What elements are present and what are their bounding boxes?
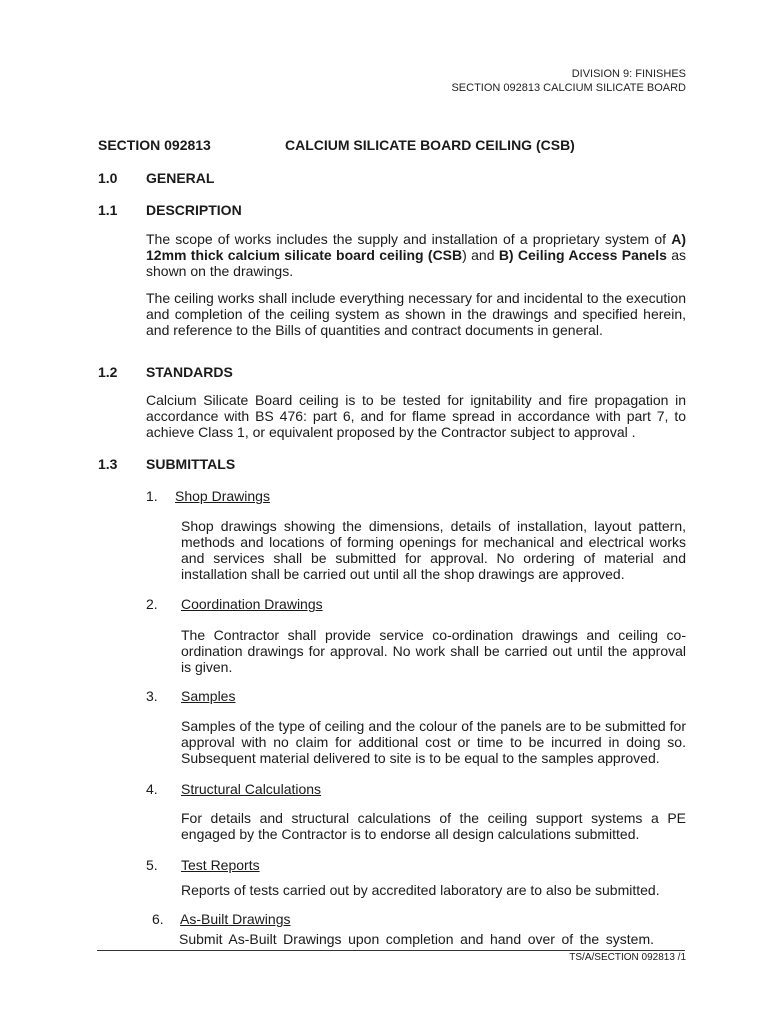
scope-item-b: B) Ceiling Access Panels — [498, 247, 667, 263]
submittal-title-shop-drawings: Shop Drawings — [175, 488, 270, 504]
submittal-text-coordination-drawings: The Contractor shall provide service co-ordination drawings and ceiling co-ordination drawings for approval. No work shall be carried out until the approval is given. — [181, 627, 686, 675]
running-header-division: DIVISION 9: FINISHES — [571, 68, 686, 80]
scope-item-a: A) 12mm thick calcium silicate board ceiling (CSB — [146, 231, 686, 263]
clause-number-1-1: 1.1 — [98, 202, 118, 218]
scope-text-1: The scope of works includes the supply and installation of a proprietary system of — [146, 231, 672, 247]
submittal-number: 5. — [146, 857, 158, 873]
clause-number-1-0: 1.0 — [98, 170, 118, 186]
submittal-title-samples: Samples — [181, 688, 236, 704]
standards-paragraph: Calcium Silicate Board ceiling is to be tested for ignitability and fire propagation in accordance with BS 476: part 6, and for flame spread in accordance with part 7, to achieve Class 1, or equivalent proposed by the Contractor subject to approval . — [146, 392, 686, 440]
submittal-text-as-built-drawings: Submit As-Built Drawings upon completion and hand over of the system. — [179, 931, 654, 947]
clause-heading-standards: STANDARDS — [146, 364, 233, 380]
submittal-text-structural-calculations: For details and structural calculations of the ceiling support systems a PE engaged by the Contractor is to endorse all design calculations submitted. — [181, 810, 686, 842]
section-number: SECTION 092813 — [98, 137, 211, 153]
submittal-title-structural-calculations: Structural Calculations — [181, 781, 322, 797]
section-title: CALCIUM SILICATE BOARD CEILING (CSB) — [285, 137, 575, 153]
clause-heading-submittals: SUBMITTALS — [146, 456, 236, 472]
clause-heading-description: DESCRIPTION — [146, 202, 242, 218]
scope-text-2: ) and — [462, 247, 499, 263]
submittal-number: 3. — [146, 688, 158, 704]
submittal-number: 1. — [146, 488, 158, 504]
footer-page-reference: TS/A/SECTION 092813 /1 — [569, 952, 686, 963]
clause-number-1-3: 1.3 — [98, 456, 118, 472]
scope-text-3: as shown on the drawings. — [146, 247, 686, 279]
running-header-section: SECTION 092813 CALCIUM SILICATE BOARD — [451, 82, 686, 94]
submittal-number: 2. — [146, 596, 158, 612]
submittal-title-coordination-drawings: Coordination Drawings — [181, 596, 323, 612]
submittal-text-shop-drawings: Shop drawings showing the dimensions, details of installation, layout pattern, methods and locations of forming openings for mechanical and electrical works and services shall be submitted for approval. No ordering of material and installation shall be carried out until all the shop drawings are approved. — [181, 518, 686, 582]
submittal-text-samples: Samples of the type of ceiling and the colour of the panels are to be submitted for approval with no claim for additional cost or time to be incurred in doing so. Subsequent material delivered to site is to be equal to the samples approved. — [181, 718, 686, 766]
submittal-text-test-reports: Reports of tests carried out by accredited laboratory are to also be submitted. — [181, 882, 660, 898]
clause-heading-general: GENERAL — [146, 170, 215, 186]
submittal-number: 6. — [152, 911, 164, 927]
submittal-title-as-built-drawings: As-Built Drawings — [180, 911, 291, 927]
description-paragraph-works: The ceiling works shall include everything necessary for and incidental to the execution and completion of the ceiling system as shown in the drawings and specified herein, and reference to the Bills of quantities and contract documents in general. — [146, 290, 686, 338]
submittal-title-test-reports: Test Reports — [181, 857, 260, 873]
clause-number-1-2: 1.2 — [98, 364, 118, 380]
description-paragraph-scope — [146, 231, 686, 279]
footer-rule — [97, 950, 685, 951]
submittal-number: 4. — [146, 781, 158, 797]
